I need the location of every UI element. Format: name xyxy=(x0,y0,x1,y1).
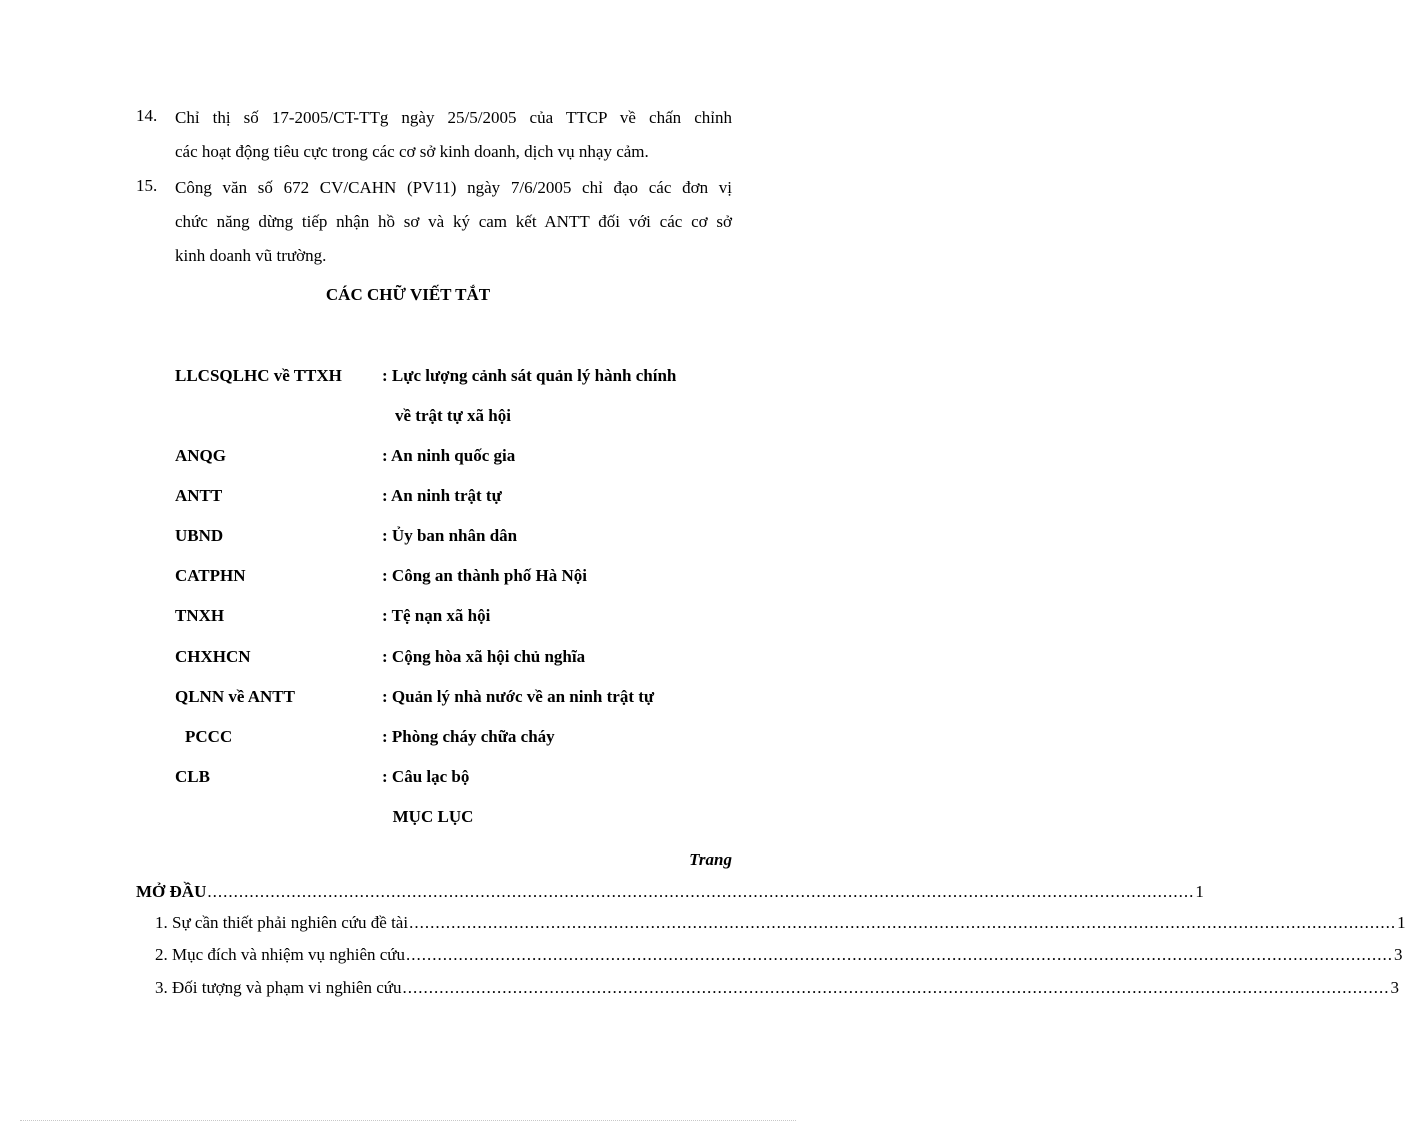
abbreviation-definition: : Lực lượng cảnh sát quản lý hành chính xyxy=(382,366,677,385)
list-item xyxy=(136,101,732,169)
toc-leader-dots: ............................................................................................................................................................................................ xyxy=(402,978,1390,997)
toc-heading: MỤC LỤC xyxy=(392,807,474,826)
item-text xyxy=(175,101,732,169)
abbreviation-term: CLB xyxy=(175,767,210,786)
item-line: các hoạt động tiêu cực trong các cơ sở kinh doanh, dịch vụ nhạy cảm. xyxy=(175,142,649,161)
abbreviation-term: UBND xyxy=(175,526,224,545)
toc-leader-dots: ............................................................................................................................................................................................ xyxy=(406,945,1393,964)
abbreviation-term: QLNN về ANTT xyxy=(175,687,295,706)
list-item xyxy=(136,171,732,273)
abbreviations-heading: CÁC CHỮ VIẾT TẮT xyxy=(325,285,491,304)
abbreviation-definition-continuation: về trật tự xã hội xyxy=(395,406,511,425)
abbreviation-term: ANQG xyxy=(175,446,226,465)
toc-row[interactable] xyxy=(136,882,1204,906)
toc-title[interactable]: 1. Sự cần thiết phải nghiên cứu đề tài xyxy=(155,913,409,932)
toc-title[interactable]: MỞ ĐẦU xyxy=(136,882,207,901)
item-number: 15. xyxy=(136,176,158,195)
abbreviation-term: CHXHCN xyxy=(175,647,251,666)
toc-page-number: 1 xyxy=(1397,913,1406,932)
toc-row[interactable] xyxy=(155,945,1403,969)
item-line: Chỉ thị số 17-2005/CT-TTg ngày 25/5/2005 của TTCP về chấn chỉnh xyxy=(175,108,732,127)
abbreviation-definition: : Cộng hòa xã hội chủ nghĩa xyxy=(382,647,586,666)
toc-page-number: 1 xyxy=(1195,882,1204,901)
abbreviation-term: LLCSQLHC về TTXH xyxy=(175,366,342,385)
item-line: kinh doanh vũ trường. xyxy=(175,246,327,265)
toc-page-number: 3 xyxy=(1394,945,1403,964)
abbreviation-term: CATPHN xyxy=(175,566,246,585)
toc-row[interactable] xyxy=(155,978,1399,1002)
toc-row[interactable] xyxy=(155,913,1406,937)
toc-page-number: 3 xyxy=(1390,978,1399,997)
abbreviation-definition: : Tệ nạn xã hội xyxy=(382,606,491,625)
toc-leader-dots: ............................................................................................................................................................................................ xyxy=(409,913,1397,932)
abbreviation-definition: : Câu lạc bộ xyxy=(382,767,470,786)
abbreviation-definition: : Công an thành phố Hà Nội xyxy=(382,566,588,585)
abbreviation-term: PCCC xyxy=(185,727,233,746)
abbreviation-definition: : Phòng cháy chữa cháy xyxy=(382,727,555,746)
toc-title[interactable]: 2. Mục đích và nhiệm vụ nghiên cứu xyxy=(155,945,405,964)
item-line: chức năng dừng tiếp nhận hồ sơ và ký cam kết ANTT đối với các cơ sở xyxy=(175,212,732,231)
item-number: 14. xyxy=(136,106,158,125)
abbreviation-term: TNXH xyxy=(175,606,225,625)
toc-leader-dots: ............................................................................................................................................................................................ xyxy=(207,882,1195,901)
item-line: Công văn số 672 CV/CAHN (PV11) ngày 7/6/2005 chỉ đạo các đơn vị xyxy=(175,178,732,197)
toc-page-label: Trang xyxy=(689,850,732,869)
abbreviation-term: ANTT xyxy=(175,486,223,505)
abbreviation-definition: : Quản lý nhà nước về an ninh trật tự xyxy=(382,687,655,706)
abbreviation-definition: : An ninh trật tự xyxy=(382,486,502,505)
abbreviation-definition: : Ủy ban nhân dân xyxy=(382,526,518,545)
toc-title[interactable]: 3. Đối tượng và phạm vi nghiên cứu xyxy=(155,978,402,997)
abbreviation-definition: : An ninh quốc gia xyxy=(382,446,516,465)
page-bottom-divider xyxy=(20,1120,796,1121)
item-text xyxy=(175,171,732,273)
